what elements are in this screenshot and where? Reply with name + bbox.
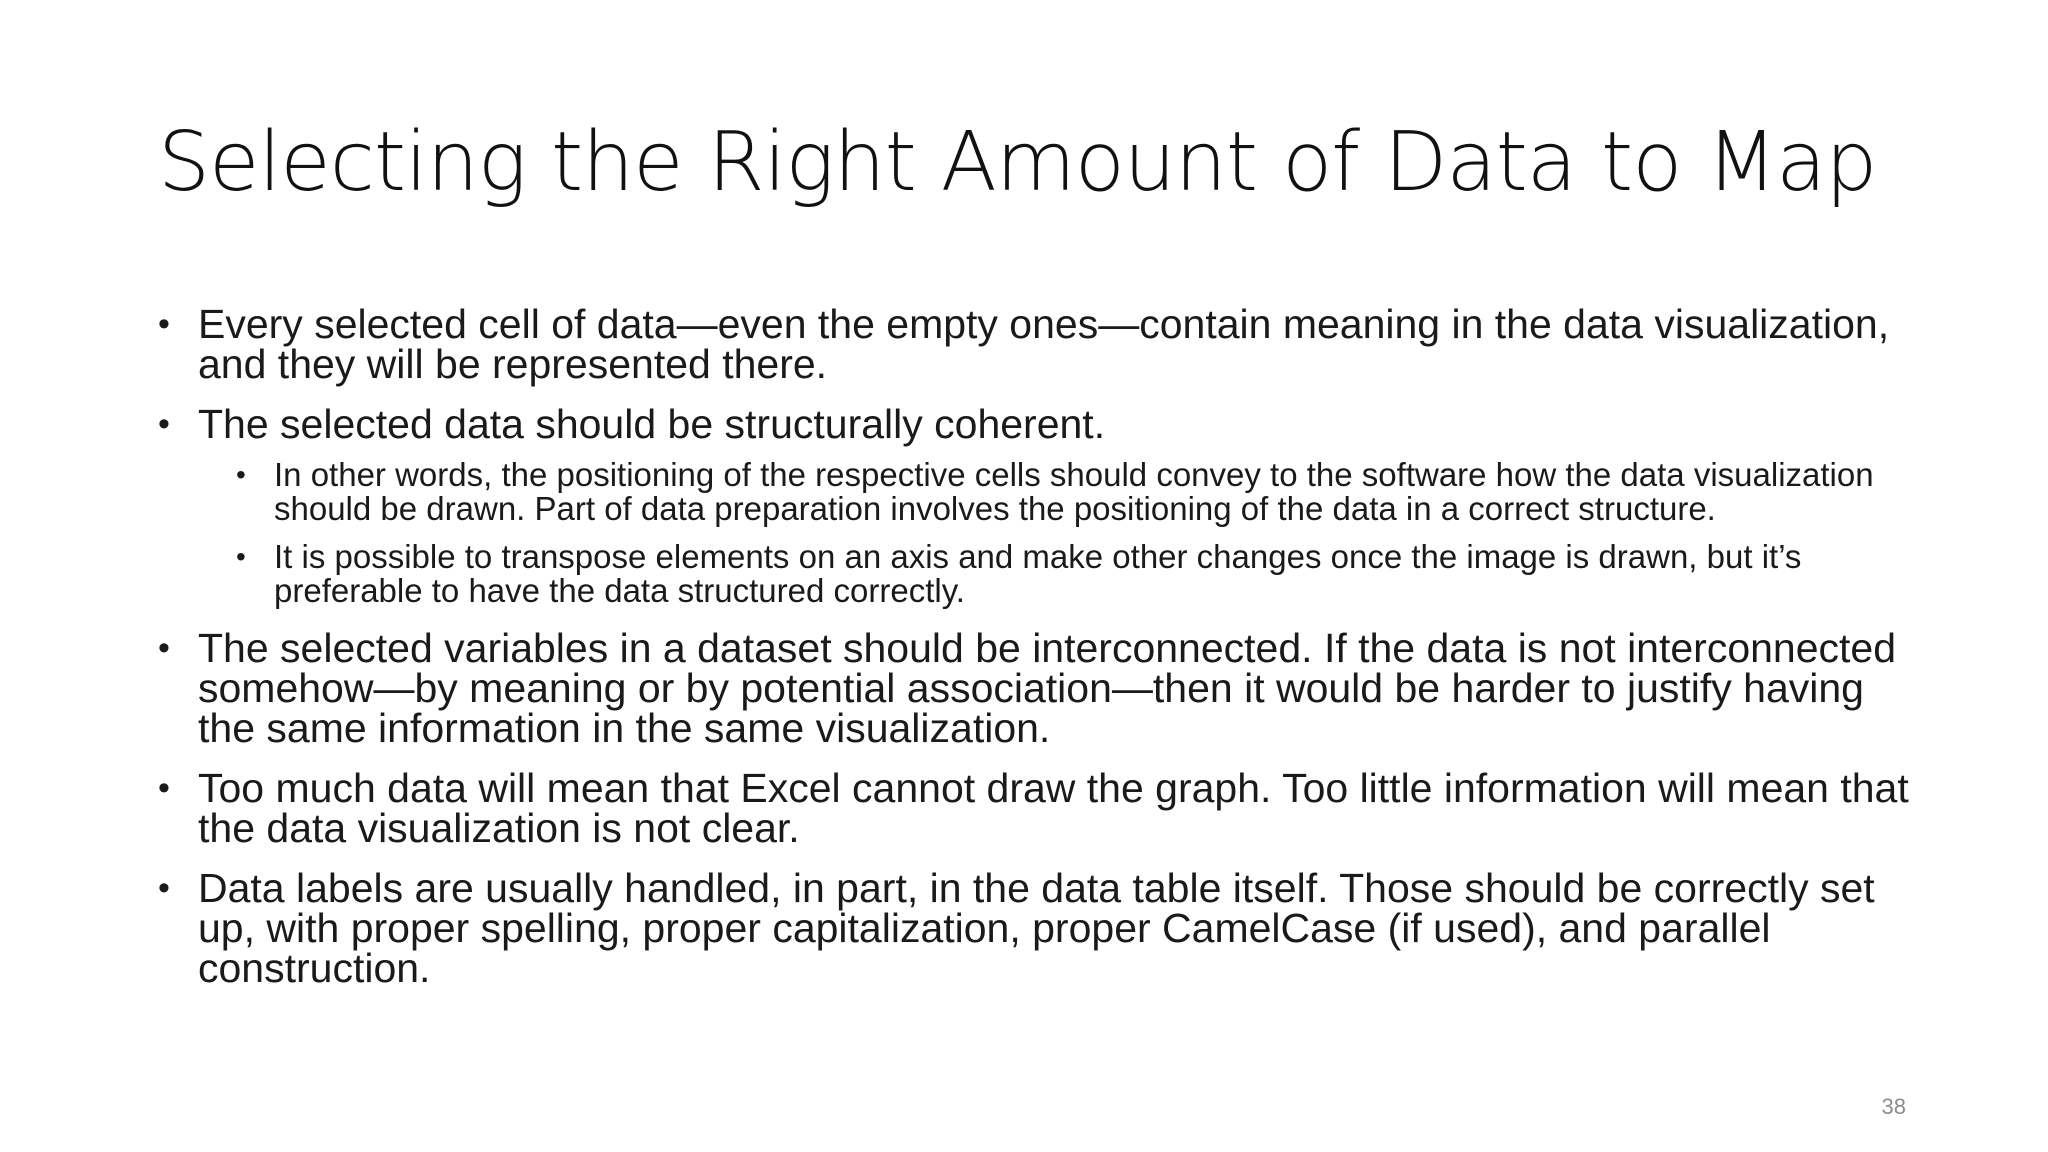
slide-title: Selecting the Right Amount of Data to Map (158, 115, 1877, 210)
bullet-marker: • (158, 405, 170, 443)
bullet-item (158, 401, 1918, 609)
bullet-text: The selected data should be structurally coherent. (198, 401, 1106, 447)
sub-bullet-text: It is possible to transpose elements on an axis and make other changes once the image is drawn, but it’s preferable to have the data structured correctly. (274, 538, 1802, 609)
slide-body (158, 301, 1918, 1008)
bullet-marker: • (158, 869, 170, 907)
sub-bullet-item (236, 458, 1918, 526)
bullet-marker: • (158, 769, 170, 807)
bullet-text: The selected variables in a dataset should be interconnected. If the data is not interconnected somehow—by meaning or by potential association—then it would be harder to justify having the same information in the same visualization. (198, 625, 1897, 751)
bullet-text: Too much data will mean that Excel cannot draw the graph. Too little information will mean that the data visualization is not clear. (198, 765, 1909, 851)
sub-bullet-item (236, 540, 1918, 608)
bullet-item (158, 765, 1918, 851)
bullet-marker: • (158, 305, 170, 343)
sub-bullet-text: In other words, the positioning of the respective cells should convey to the software how the data visualization should be drawn. Part of data preparation involves the positioning of the data in a correct structure. (274, 456, 1874, 527)
bullet-item (158, 301, 1918, 387)
sub-bullet-marker: • (236, 459, 246, 490)
sub-bullet-list (198, 458, 1918, 608)
bullet-item (158, 625, 1918, 751)
sub-bullet-marker: • (236, 541, 246, 572)
bullet-item (158, 865, 1918, 991)
page-number: 38 (1881, 1094, 1906, 1119)
bullet-list (158, 301, 1918, 991)
bullet-marker: • (158, 629, 170, 667)
bullet-text: Data labels are usually handled, in part, in the data table itself. Those should be correctly set up, with proper spelling, proper capitalization, proper CamelCase (if used), and parallel construction. (198, 865, 1875, 991)
bullet-text: Every selected cell of data—even the empty ones—contain meaning in the data visualization, and they will be represented there. (198, 301, 1890, 387)
